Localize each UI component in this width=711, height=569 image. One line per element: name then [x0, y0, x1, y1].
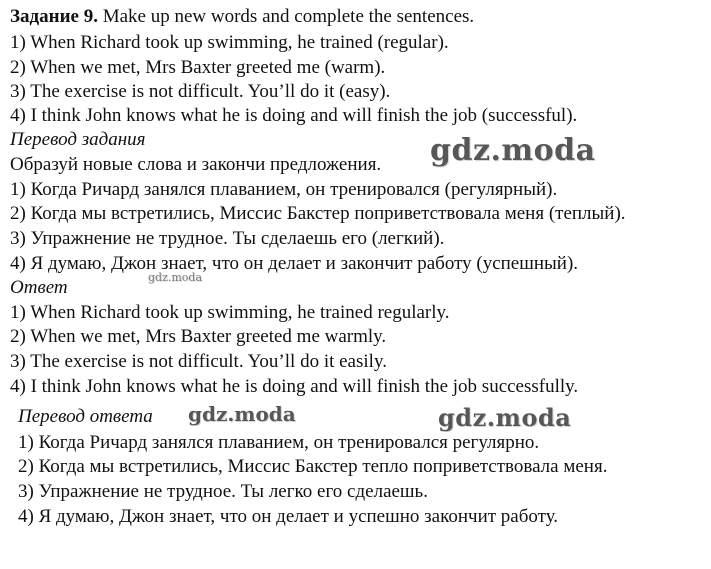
task-translation-sentence-1: 1) Когда Ричард занялся плаванием, он тренировался (регулярный).	[10, 179, 558, 200]
task-heading-line	[10, 6, 474, 28]
task-sentence-4: 4) I think John knows what he is doing and will finish the job (successful).	[10, 105, 578, 126]
task-translation-sentence-4: 4) Я думаю, Джон знает, что он делает и закончит работу (успешный).	[10, 253, 579, 274]
watermark-logo-2: gdz.moda	[438, 403, 572, 432]
task-label: Задание 9.	[10, 6, 98, 27]
answer-translation-sentence-1: 1) Когда Ричард занялся плаванием, он тренировался регулярно.	[18, 432, 540, 453]
answer-translation-sentence-2: 2) Когда мы встретились, Миссис Бакстер тепло поприветствовала меня.	[18, 456, 608, 477]
answer-sentence-2: 2) When we met, Mrs Baxter greeted me warmly.	[10, 326, 387, 347]
task-sentence-2: 2) When we met, Mrs Baxter greeted me (warm).	[10, 57, 386, 78]
answer-translation-sentence-4: 4) Я думаю, Джон знает, что он делает и успешно закончит работу.	[18, 506, 559, 527]
watermark-logo-1: gdz.moda	[430, 133, 596, 168]
task-instruction: Make up new words and complete the sentences.	[102, 6, 475, 27]
answer-sentence-4: 4) I think John knows what he is doing and will finish the job successfully.	[10, 376, 579, 397]
answer-sentence-1: 1) When Richard took up swimming, he trained regularly.	[10, 302, 450, 323]
task-translation-heading: Перевод задания	[10, 129, 146, 150]
answer-translation-heading: Перевод ответа	[18, 406, 153, 427]
watermark-logo-small: gdz.moda	[148, 271, 203, 284]
task-translation-sentence-3: 3) Упражнение не трудное. Ты сделаешь его (легкий).	[10, 228, 445, 249]
task-translation-sentence-2: 2) Когда мы встретились, Миссис Бакстер поприветствовала меня (теплый).	[10, 203, 626, 224]
answer-sentence-3: 3) The exercise is not difficult. You’ll do it easily.	[10, 351, 387, 372]
task-sentence-1: 1) When Richard took up swimming, he trained (regular).	[10, 32, 449, 53]
answer-translation-sentence-3: 3) Упражнение не трудное. Ты легко его сделаешь.	[18, 481, 428, 502]
watermark-logo-medium: gdz.moda	[188, 402, 296, 426]
answer-heading: Ответ	[10, 277, 68, 298]
task-sentence-3: 3) The exercise is not difficult. You’ll do it (easy).	[10, 81, 391, 102]
task-translation-instruction: Образуй новые слова и закончи предложения.	[10, 154, 382, 175]
